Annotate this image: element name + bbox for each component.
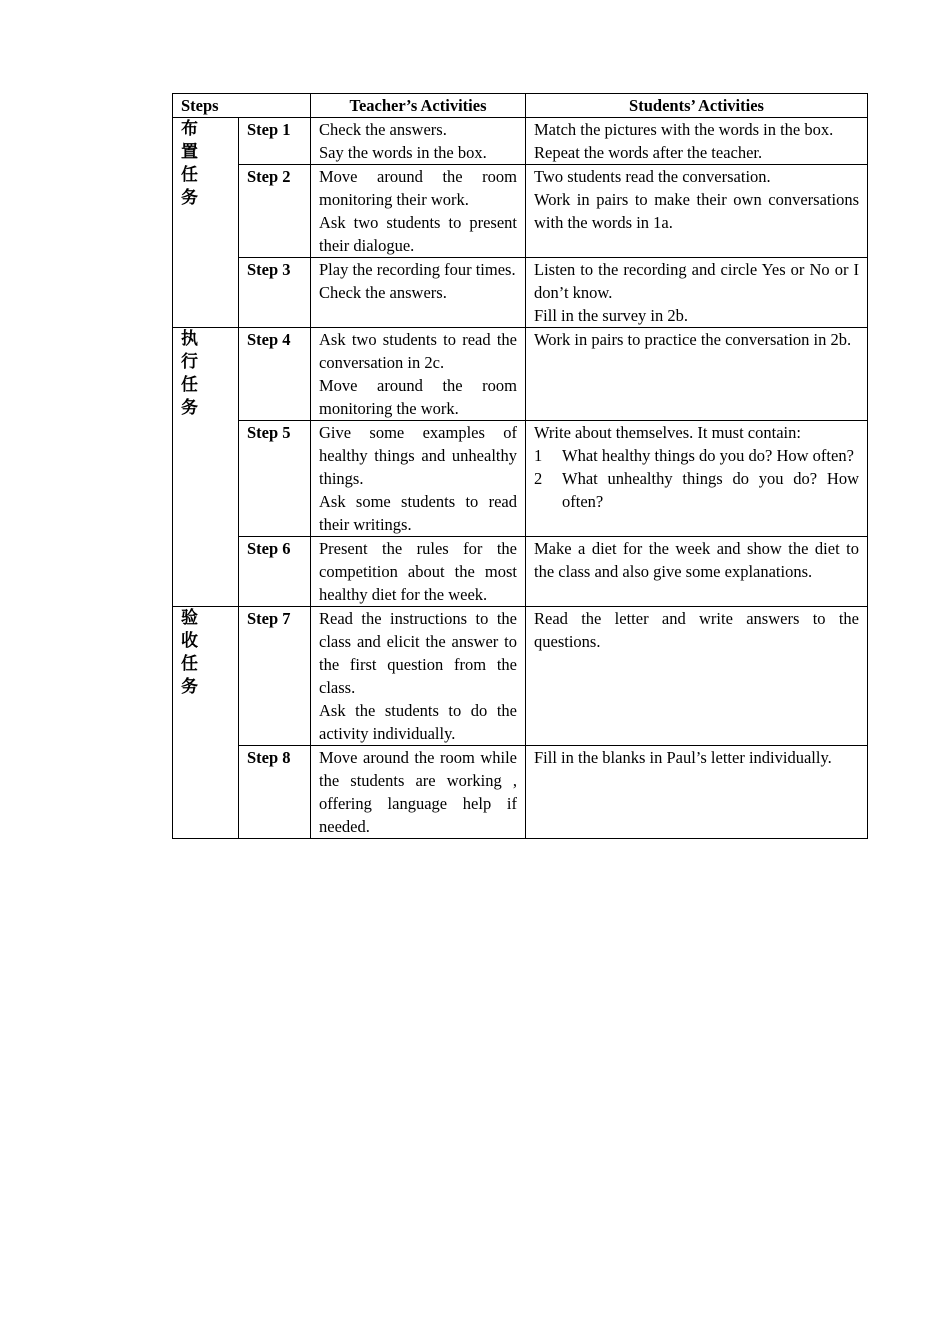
table-row (173, 165, 868, 258)
table-row (173, 328, 868, 421)
phase-char: 任 (181, 165, 198, 185)
teacher-activity-line: Ask two students to read the conversation in 2c. (319, 330, 517, 372)
student-activity-line: Make a diet for the week and show the diet to the class and also give some explanations. (534, 539, 859, 581)
step-label: Step 6 (239, 537, 311, 607)
phase-char: 务 (181, 398, 198, 418)
teacher-activity-line: Move around the room while the students are working , offering language help if needed. (319, 748, 517, 836)
teacher-activity-cell (311, 258, 526, 328)
phase-char: 务 (181, 677, 198, 697)
student-activity-line: Repeat the words after the teacher. (534, 143, 763, 162)
phase-cell-assign-task (173, 118, 239, 328)
lesson-steps-table (172, 93, 868, 839)
step-label: Step 7 (239, 607, 311, 746)
item-text: What healthy things do you do? How often? (562, 446, 854, 465)
phase-char: 置 (181, 142, 198, 162)
teacher-activity-line: Check the answers. (319, 283, 447, 302)
item-text: What unhealthy things do you do? How often? (562, 469, 859, 511)
step-label: Step 5 (239, 421, 311, 537)
teacher-activity-cell (311, 165, 526, 258)
header-students-activities: Students’ Activities (526, 94, 868, 118)
student-activity-line: Fill in the survey in 2b. (534, 306, 688, 325)
teacher-activity-line: Read the instructions to the class and elicit the answer to the first question from the class. (319, 609, 517, 697)
header-row (173, 94, 868, 118)
student-activity-line: Match the pictures with the words in the box. (534, 120, 834, 139)
step-label: Step 1 (239, 118, 311, 165)
teacher-activity-line: Present the rules for the competition about the most healthy diet for the week. (319, 539, 517, 604)
teacher-activity-line: Move around the room monitoring the work. (319, 376, 517, 418)
step-label: Step 4 (239, 328, 311, 421)
teacher-activity-cell (311, 118, 526, 165)
teacher-activity-line: Move around the room monitoring their work. (319, 167, 517, 209)
table-row (173, 258, 868, 328)
student-activity-line: Listen to the recording and circle Yes or No or I don’t know. (534, 260, 859, 302)
phase-char: 验 (181, 608, 198, 628)
header-teacher-activities: Teacher’s Activities (311, 94, 526, 118)
student-activity-cell (526, 118, 868, 165)
step-label: Step 8 (239, 746, 311, 839)
table-row (173, 421, 868, 537)
student-activity-line: Work in pairs to make their own conversations with the words in 1a. (534, 190, 859, 232)
teacher-activity-cell (311, 328, 526, 421)
teacher-activity-line: Ask some students to read their writings. (319, 492, 517, 534)
phase-char: 任 (181, 375, 198, 395)
step-label: Step 2 (239, 165, 311, 258)
phase-char: 布 (181, 119, 198, 139)
teacher-activity-line: Play the recording four times. (319, 260, 516, 279)
teacher-activity-line: Give some examples of healthy things and unhealthy things. (319, 423, 517, 488)
numbered-item (534, 467, 859, 513)
item-number: 1 (534, 446, 543, 465)
teacher-activity-line: Ask two students to present their dialogue. (319, 213, 517, 255)
teacher-activity-line: Ask the students to do the activity individually. (319, 701, 517, 743)
student-activity-cell (526, 328, 868, 421)
student-activity-cell (526, 165, 868, 258)
teacher-activity-cell (311, 607, 526, 746)
phase-char: 收 (181, 631, 198, 651)
item-number: 2 (534, 469, 543, 488)
student-activity-cell (526, 746, 868, 839)
student-activity-cell (526, 258, 868, 328)
numbered-item (534, 444, 859, 467)
student-activity-line: Work in pairs to practice the conversation in 2b. (534, 330, 852, 349)
phase-char: 任 (181, 654, 198, 674)
student-activity-cell (526, 421, 868, 537)
header-steps: Steps (173, 94, 311, 118)
phase-char: 务 (181, 188, 198, 208)
table-row (173, 118, 868, 165)
phase-cell-check-task (173, 607, 239, 839)
student-activity-line: Two students read the conversation. (534, 167, 771, 186)
phase-cell-execute-task (173, 328, 239, 607)
teacher-activity-cell (311, 537, 526, 607)
table-row (173, 607, 868, 746)
teacher-activity-line: Check the answers. (319, 120, 447, 139)
teacher-activity-line: Say the words in the box. (319, 143, 487, 162)
student-activity-cell (526, 537, 868, 607)
teacher-activity-cell (311, 746, 526, 839)
student-activity-cell (526, 607, 868, 746)
student-activity-intro: Write about themselves. It must contain: (534, 423, 801, 442)
teacher-activity-cell (311, 421, 526, 537)
phase-char: 行 (181, 352, 198, 372)
student-activity-line: Fill in the blanks in Paul’s letter individually. (534, 748, 832, 767)
step-label: Step 3 (239, 258, 311, 328)
phase-char: 执 (181, 329, 198, 349)
table-row (173, 746, 868, 839)
table-row (173, 537, 868, 607)
student-activity-line: Read the letter and write answers to the questions. (534, 609, 859, 651)
